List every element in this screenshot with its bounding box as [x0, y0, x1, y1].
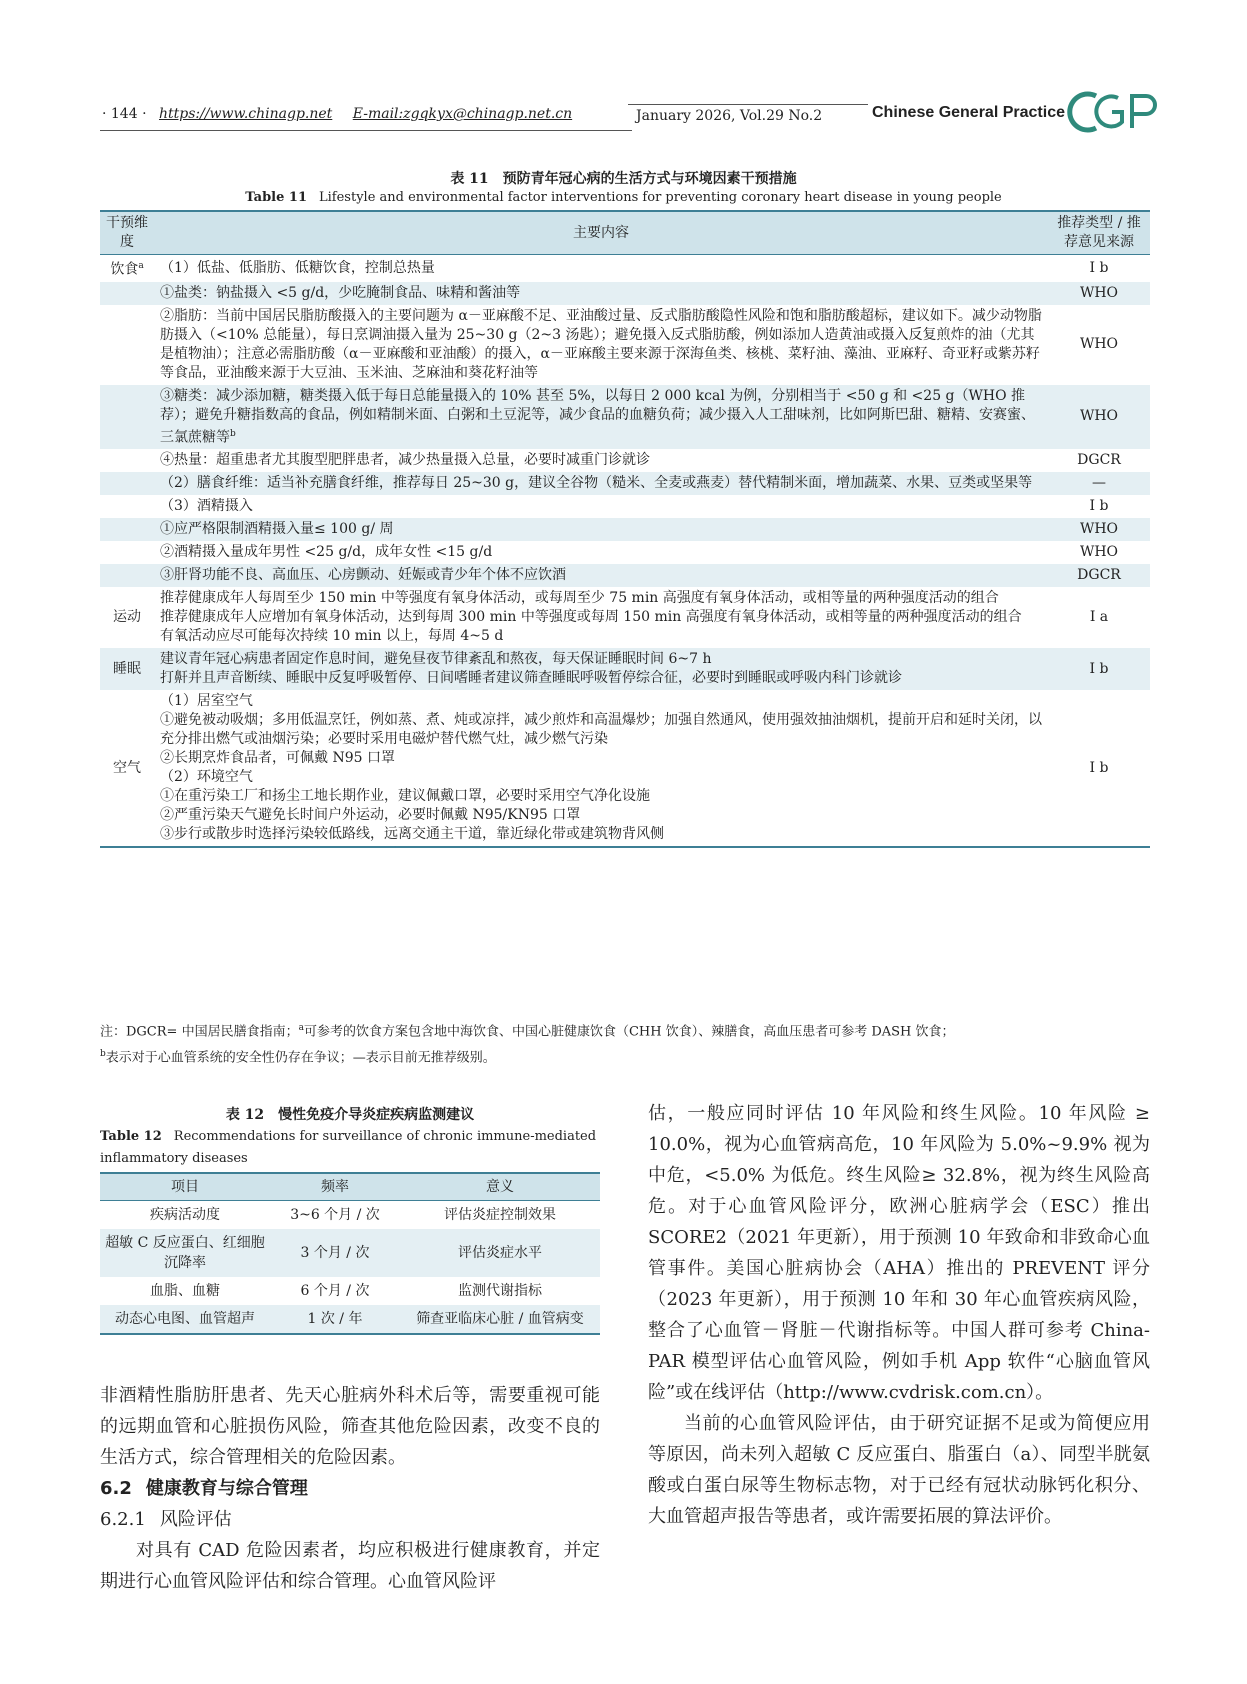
body-paragraph: 估，一般应同时评估 10 年风险和终生风险。10 年风险 ≥ 10.0%，视为心血管病高危，10 年风险为 5.0%~9.9% 视为中危，<5.0% 为低危。终生风险≥ 32.8%，视为终生风险高危。对于心血管风险评分，欧洲心脏病学会（ESC）推出 SCORE2（2021 年更新），用于预测 10 年致命和非致命心血管事件。美国心脏病协会（AHA）推出的 PREVENT 评分（2023 年更新），用于预测 10 年和 30 年心血管疾病风险，整合了心血管－肾脏－代谢指标等。中国人群可参考 China-PAR 模型评估心血管风险，例如手机 App 软件“心脑血管风险”或在线评估（http://www.cvdrisk.com.cn）。 — [648, 1103, 1150, 1403]
table11-header-row — [100, 211, 1150, 255]
body-paragraph: 当前的心血管风险评估，由于研究证据不足或为简便应用等原因，尚未列入超敏 C 反应蛋白、脂蛋白（a）、同型半胱氨酸或白蛋白尿等生物标志物，对于已经有冠状动脉钙化积分、大血管超声报告等患者，或许需要拓展的算法评价。 — [648, 1413, 1150, 1527]
content-line — [160, 749, 1042, 768]
table11-row — [100, 305, 1150, 385]
table11-header-content: 主要内容 — [573, 224, 629, 241]
content-line — [160, 825, 1042, 844]
table-cell: 筛查亚临床心脏 / 血管病变 — [416, 1311, 584, 1327]
content-footnote-mark: b — [230, 428, 236, 439]
table11-content-cell — [154, 282, 1048, 305]
table11-dimension-cell — [100, 587, 154, 648]
note-sup-b: b — [100, 1049, 106, 1060]
page-header-left — [102, 106, 572, 122]
table11-dimension-cell — [100, 255, 154, 282]
table11-caption-en — [0, 190, 1247, 205]
table11-dimension-cell — [100, 385, 154, 450]
note-sup-a: a — [298, 1023, 304, 1033]
content-text: （3）酒精摄入 — [160, 498, 253, 515]
content-text: ②长期烹炸食品者，可佩戴 N95 口罩 — [160, 750, 395, 767]
content-line — [160, 543, 1042, 562]
table11-row — [100, 472, 1150, 495]
table-row — [100, 1229, 600, 1277]
content-text: （1）居室空气 — [160, 693, 253, 710]
content-text: （2）膳食纤维：适当补充膳食纤维，推荐每日 25~30 g，建议全谷物（糙米、全麦或燕麦）替代精制米面，增加蔬菜、水果、豆类或坚果等 — [160, 475, 1033, 492]
content-text: ③肝肾功能不良、高血压、心房颤动、妊娠或青少年个体不应饮酒 — [160, 567, 566, 584]
table11-content-cell — [154, 564, 1048, 587]
dimension-label: 睡眠 — [113, 660, 141, 677]
content-text: ②严重污染天气避免长时间户外运动，必要时佩戴 N95/KN95 口罩 — [160, 807, 581, 824]
content-text: ①盐类：钠盐摄入 <5 g/d，少吃腌制食品、味精和酱油等 — [160, 284, 521, 301]
body-paragraph: 对具有 CAD 危险因素者，均应积极进行健康教育，并定期进行心血管风险评估和综合管理。心血管风险评 — [100, 1540, 600, 1592]
content-line — [160, 589, 1042, 608]
table11-row — [100, 449, 1150, 472]
table11-content-cell — [154, 541, 1048, 564]
table11-recommendation-cell: DGCR — [1077, 452, 1121, 469]
table-cell: 评估炎症水平 — [458, 1245, 542, 1261]
table-cell: 血脂、血糖 — [150, 1283, 220, 1299]
table11-recommendation-cell: Ⅰ a — [1089, 609, 1109, 626]
table11-content-cell — [154, 305, 1048, 385]
table-cell: 3~6 个月 / 次 — [290, 1207, 380, 1223]
content-line — [160, 787, 1042, 806]
content-text: ①在重污染工厂和扬尘工地长期作业，建议佩戴口罩，必要时采用空气净化设施 — [160, 788, 650, 805]
issue-info: January 2026, Vol.29 No.2 — [636, 108, 823, 124]
right-column — [648, 1098, 1150, 1532]
table-cell: 监测代谢指标 — [458, 1283, 542, 1299]
content-text: 推荐健康成年人应增加有氧身体活动，达到每周 300 min 中等强度或每周 150 min 高强度有氧身体活动，或相等量的两种强度活动的组合 — [160, 609, 1022, 626]
section-title: 健康教育与综合管理 — [145, 1478, 308, 1499]
content-text: ①避免被动吸烟；多用低温烹饪，例如蒸、煮、炖或凉拌，减少煎炸和高温爆炒；加强自然通风，使用强效抽油烟机，提前开启和延时关闭，以充分排出燃气或油烟污染；必要时采用电磁炉替代燃气灶，减少燃气污染 — [160, 712, 1042, 748]
dimension-label: 饮食 — [110, 261, 139, 278]
header-rule — [100, 130, 632, 131]
table11-recommendation-cell: DGCR — [1077, 567, 1121, 584]
table11-content-cell — [154, 587, 1048, 648]
content-text: 打鼾并且声音断续、睡眠中反复呼吸暂停、日间嗜睡者建议筛查睡眠呼吸暂停综合征，必要时到睡眠或呼吸内科门诊就诊 — [160, 670, 902, 687]
table11-caption-en-label: Table 11 — [245, 190, 307, 205]
content-text: ②脂肪：当前中国居民脂肪酸摄入的主要问题为 α－亚麻酸不足、亚油酸过量、反式脂肪酸隐性风险和饱和脂肪酸超标，建议如下。减少动物脂肪摄入（<10% 总能量），每日烹调油摄入量为 25~30 g（2~3 汤匙）；避免摄入反式脂肪酸，例如添加人造黄油或摄入反复煎炸的油（尤其是植物油）；注意必需脂肪酸（α－亚麻酸和亚油酸）的摄入，α－亚麻酸主要来源于深海鱼类、核桃、菜籽油、藻油、亚麻籽、奇亚籽或紫苏籽等食品，亚油酸来源于大豆油、玉米油、芝麻油和葵花籽油等 — [160, 307, 1042, 381]
page-number: · 144 · — [102, 106, 147, 122]
subsection-heading — [100, 1504, 600, 1535]
content-line — [160, 387, 1042, 448]
table11-dimension-cell — [100, 541, 154, 564]
table11-content-cell — [154, 385, 1048, 450]
content-line — [160, 520, 1042, 539]
content-line — [160, 474, 1042, 493]
content-text: ①应严格限制酒精摄入量≤ 100 g/ 周 — [160, 521, 394, 538]
table12-header-item: 项目 — [171, 1179, 199, 1195]
content-line — [160, 768, 1042, 787]
content-text: 有氧活动应尽可能每次持续 10 min 以上，每周 4~5 d — [160, 628, 504, 645]
table11-row — [100, 587, 1150, 648]
content-text: （2）环境空气 — [160, 769, 253, 786]
table11-dimension-cell — [100, 305, 154, 385]
table11-content-cell — [154, 255, 1048, 282]
note-part3: 表示对于心血管系统的安全性仍存在争议；—表示目前无推荐级别。 — [105, 1050, 496, 1066]
table12-header-row — [100, 1173, 600, 1201]
table12 — [100, 1172, 600, 1335]
dimension-label: 运动 — [113, 609, 141, 626]
table-cell: 超敏 C 反应蛋白、红细胞沉降率 — [105, 1235, 265, 1271]
table-cell: 动态心电图、血管超声 — [115, 1311, 255, 1327]
header-rule-right — [628, 104, 868, 105]
table-row — [100, 1201, 600, 1230]
content-line — [160, 259, 1042, 278]
content-line — [160, 497, 1042, 516]
content-line — [160, 692, 1042, 711]
left-column — [100, 1380, 600, 1597]
table-row — [100, 1277, 600, 1305]
table12-header-meaning: 意义 — [486, 1179, 514, 1195]
section-heading — [100, 1473, 600, 1504]
dimension-footnote-mark: a — [138, 261, 144, 271]
table12-header-frequency: 频率 — [321, 1179, 349, 1195]
table11-recommendation-cell: WHO — [1079, 544, 1119, 561]
table11-recommendation-cell: WHO — [1079, 284, 1119, 301]
subsection-number: 6.2.1 — [100, 1509, 146, 1530]
content-text: ④热量：超重患者尤其腹型肥胖患者，减少热量摄入总量，必要时减重门诊就诊 — [160, 452, 650, 469]
table12-caption-en-text: Recommendations for surveillance of chronic immune-mediated inflammatory diseases — [100, 1129, 597, 1166]
table-cell: 3 个月 / 次 — [300, 1245, 370, 1261]
table11-content-cell — [154, 648, 1048, 690]
note-part1: 注：DGCR= 中国居民膳食指南； — [100, 1024, 299, 1040]
table11-header-dimension: 干预维度 — [106, 215, 148, 250]
subsection-title: 风险评估 — [159, 1509, 232, 1530]
table11-dimension-cell — [100, 495, 154, 518]
content-line — [160, 566, 1042, 585]
content-text: ③步行或散步时选择污染较低路线，远离交通主干道，靠近绿化带或建筑物背风侧 — [160, 826, 664, 843]
content-line — [160, 711, 1042, 749]
table11-content-cell — [154, 449, 1048, 472]
table11-recommendation-cell: WHO — [1079, 408, 1119, 425]
table11-note — [100, 1017, 1150, 1070]
table-cell: 1 次 / 年 — [307, 1311, 363, 1327]
table11-row — [100, 495, 1150, 518]
content-line — [160, 627, 1042, 646]
table11-dimension-cell — [100, 449, 154, 472]
content-line — [160, 650, 1042, 669]
table11-row — [100, 690, 1150, 847]
table11-recommendation-cell: Ⅰ b — [1089, 759, 1109, 776]
journal-email-link[interactable]: E-mail:zgqkyx@chinagp.net.cn — [352, 106, 573, 122]
table-cell: 疾病活动度 — [150, 1207, 220, 1223]
content-text: （1）低盐、低脂肪、低糖饮食，控制总热量 — [160, 259, 435, 276]
section-number: 6.2 — [100, 1478, 132, 1499]
table11-row — [100, 564, 1150, 587]
table11-recommendation-cell: WHO — [1079, 336, 1119, 353]
dimension-label: 空气 — [113, 759, 141, 776]
table11-row — [100, 282, 1150, 305]
table11-row — [100, 518, 1150, 541]
table11-dimension-cell — [100, 648, 154, 690]
table11-recommendation-cell: — — [1092, 475, 1106, 492]
table11-content-cell — [154, 518, 1048, 541]
content-line — [160, 451, 1042, 470]
journal-name: Chinese General Practice — [872, 104, 1065, 121]
content-text: 推荐健康成年人每周至少 150 min 中等强度有氧身体活动，或每周至少 75 min 高强度有氧身体活动，或相等量的两种强度活动的组合 — [160, 590, 999, 607]
content-line — [160, 307, 1042, 383]
table-cell: 评估炎症控制效果 — [444, 1207, 556, 1223]
table11-recommendation-cell: Ⅰ b — [1089, 660, 1109, 677]
body-paragraph: 非酒精性脂肪肝患者、先天心脏病外科术后等，需要重视可能的远期血管和心脏损伤风险，筛查其他危险因素，改变不良的生活方式，综合管理相关的危险因素。 — [100, 1385, 600, 1468]
table11 — [100, 210, 1150, 848]
table11-dimension-cell — [100, 282, 154, 305]
table-cell: 6 个月 / 次 — [300, 1283, 370, 1299]
journal-logo-icon — [1066, 88, 1160, 134]
table12-caption-en-label: Table 12 — [100, 1129, 162, 1144]
content-text: ③糖类：减少添加糖，糖类摄入低于每日总能量摄入的 10% 甚至 5%，以每日 2 000 kcal 为例，分别相当于 <50 g 和 <25 g（WHO 推荐）；避免升糖指数高的食品，例如精制米面、白粥和土豆泥等，减少食品的血糖负荷；减少摄入人工甜味剂，比如阿斯巴甜、糖精、安赛蜜、三氯蔗糖等 — [160, 387, 1035, 446]
table11-content-cell — [154, 495, 1048, 518]
content-line — [160, 284, 1042, 303]
table-row — [100, 1305, 600, 1334]
table11-row — [100, 385, 1150, 450]
content-line — [160, 669, 1042, 688]
table12-caption-en — [100, 1126, 600, 1170]
content-line — [160, 608, 1042, 627]
note-part2: 可参考的饮食方案包含地中海饮食、中国心脏健康饮食（CHH 饮食）、辣膳食，高血压患者可参考 DASH 饮食； — [303, 1024, 955, 1040]
table11-dimension-cell — [100, 472, 154, 495]
table11-header-recommendation: 推荐类型 / 推荐意见来源 — [1057, 215, 1141, 250]
table11-dimension-cell — [100, 564, 154, 587]
table11-body — [100, 255, 1150, 848]
table11-dimension-cell — [100, 690, 154, 847]
table11-row — [100, 255, 1150, 282]
content-line — [160, 806, 1042, 825]
table11-caption-en-text: Lifestyle and environmental factor interventions for preventing coronary heart disease in young people — [319, 190, 1002, 205]
table11-dimension-cell — [100, 518, 154, 541]
content-text: ②酒精摄入量成年男性 <25 g/d，成年女性 <15 g/d — [160, 544, 493, 561]
content-text: 建议青年冠心病患者固定作息时间，避免昼夜节律紊乱和熬夜，每天保证睡眠时间 6~7 h — [160, 651, 712, 668]
table12-caption-zh: 表 12 慢性免疫介导炎症疾病监测建议 — [225, 1107, 475, 1123]
table11-recommendation-cell: Ⅰ b — [1089, 259, 1109, 276]
table11-content-cell — [154, 472, 1048, 495]
table11-content-cell — [154, 690, 1048, 847]
table11-row — [100, 541, 1150, 564]
table11-recommendation-cell: Ⅰ b — [1089, 498, 1109, 515]
journal-url-link[interactable]: https://www.chinagp.net — [158, 106, 333, 122]
table11-recommendation-cell: WHO — [1079, 521, 1119, 538]
table11-row — [100, 648, 1150, 690]
table11-caption-zh: 表 11 预防青年冠心病的生活方式与环境因素干预措施 — [450, 171, 797, 187]
